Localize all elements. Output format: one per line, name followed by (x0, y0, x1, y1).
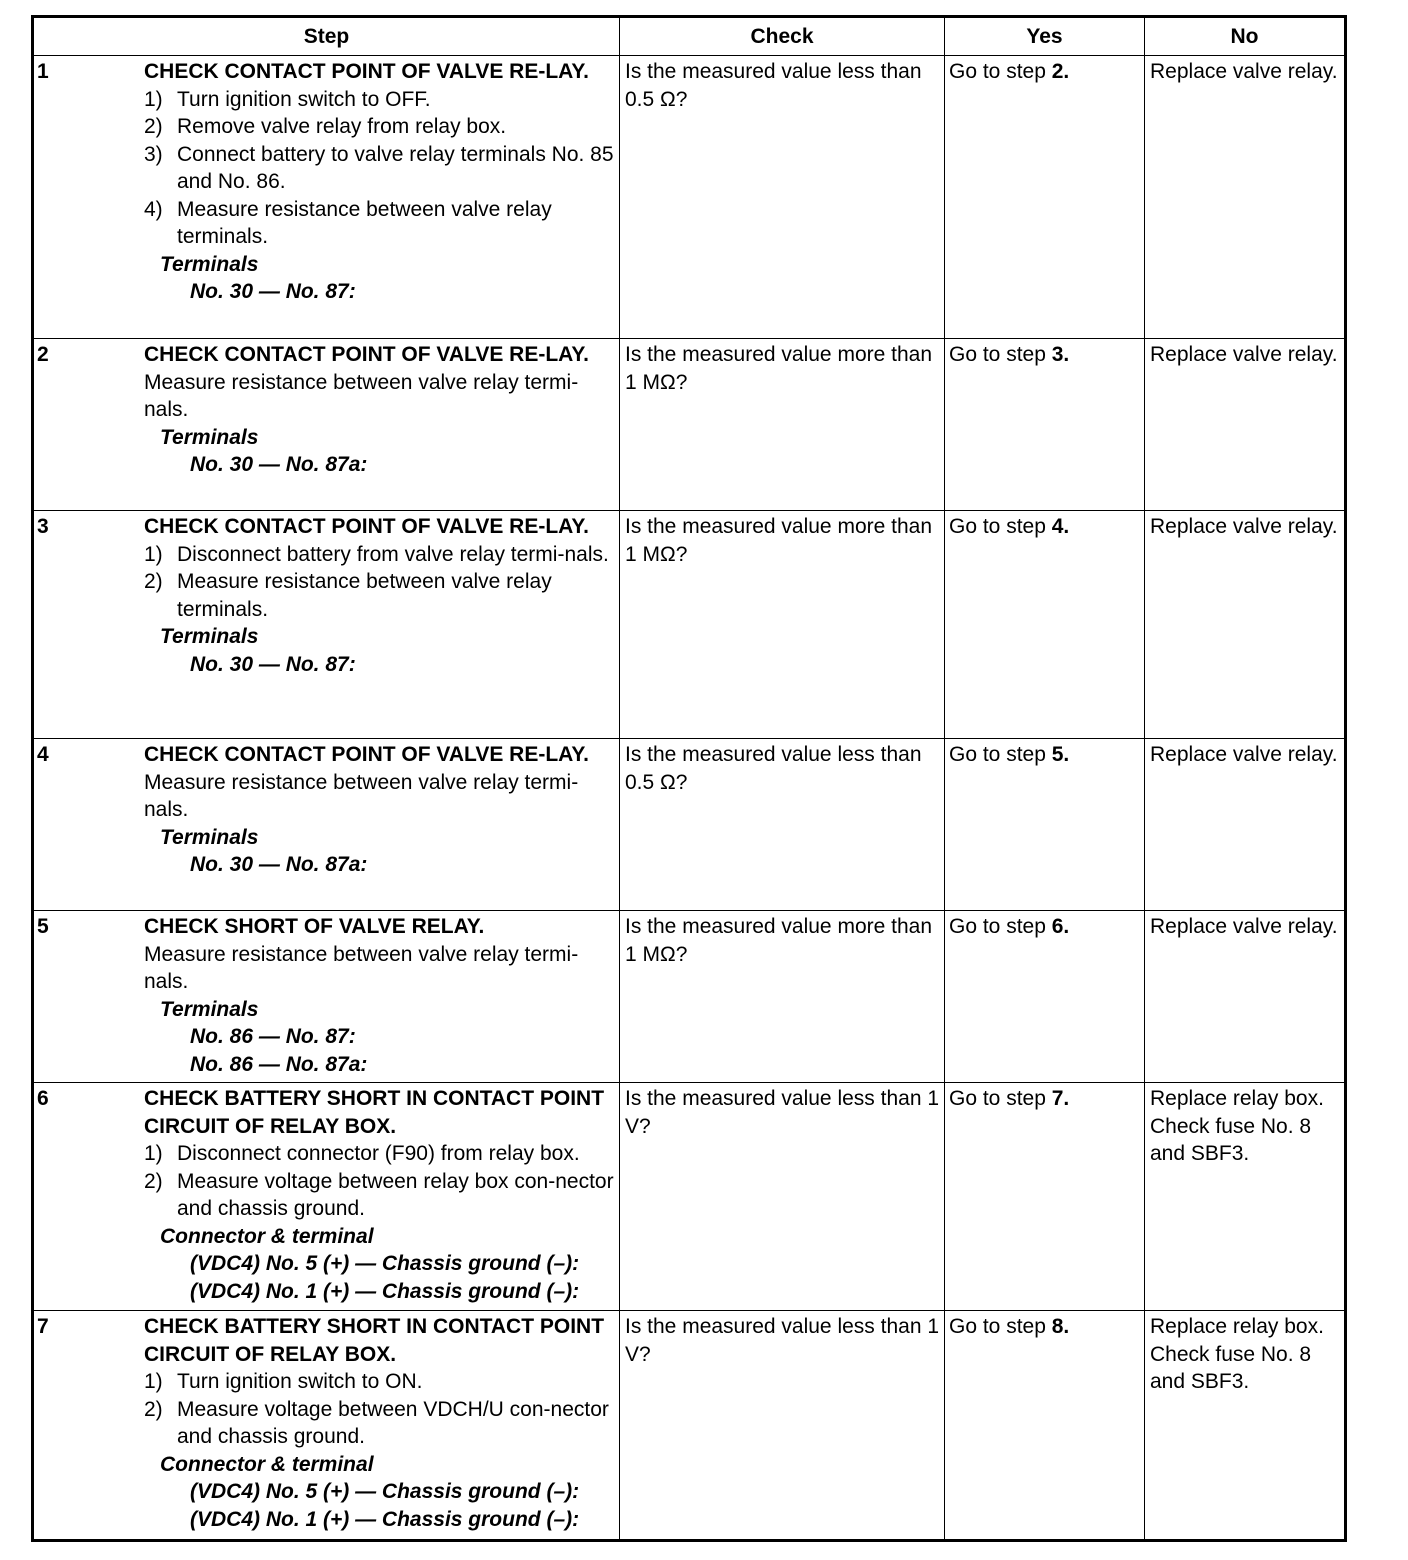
spec-label: Terminals (160, 425, 259, 449)
procedure-item (144, 113, 615, 141)
step-cell (33, 911, 620, 1083)
yes-action: Go to step (949, 343, 1046, 366)
procedure-item-number: 2) (144, 1169, 163, 1193)
no-action: Replace relay box. Check fuse No. 8 and SBF3. (1150, 1087, 1324, 1165)
no-cell (1145, 511, 1346, 739)
procedure-item-number: 1) (144, 1142, 163, 1165)
step-instruction: Measure resistance between valve relay termi-nals. (144, 370, 579, 421)
check-question: Is the measured value less than 1 V? (625, 1315, 940, 1366)
step-title: CHECK CONTACT POINT OF VALVE RE-LAY. (144, 515, 589, 538)
step-number: 5 (37, 915, 49, 938)
measurement-spec: No. 30 — No. 87a: (190, 453, 368, 476)
no-cell (1145, 56, 1346, 339)
spec-label: Connector & terminal (160, 1452, 374, 1476)
measurement-spec: (VDC4) No. 5 (+) — Chassis ground (–): (190, 1480, 580, 1503)
check-question: Is the measured value less than 0.5 Ω? (625, 60, 922, 111)
spec-label: Terminals (160, 625, 259, 648)
yes-cell (945, 339, 1145, 511)
yes-action: Go to step (949, 915, 1046, 938)
step-number: 4 (37, 743, 49, 766)
procedure-item (144, 196, 615, 251)
procedure-item-text: Measure voltage between VDCH/U con-nector and chassis ground. (177, 1397, 609, 1448)
procedure-item-text: Measure voltage between relay box con-nector and chassis ground. (177, 1169, 614, 1220)
procedure-item (144, 1396, 615, 1451)
yes-cell (945, 511, 1145, 739)
step-title: CHECK BATTERY SHORT IN CONTACT POINT CIRCUIT OF RELAY BOX. (144, 1315, 605, 1366)
procedure-item (144, 1368, 615, 1396)
no-cell (1145, 911, 1346, 1083)
check-question: Is the measured value less than 0.5 Ω? (625, 743, 922, 794)
spec-label: Terminals (160, 252, 259, 276)
header-no: No (1145, 17, 1346, 56)
yes-step-ref: 8. (1051, 1315, 1070, 1338)
yes-cell (945, 911, 1145, 1083)
table-row (33, 1311, 1346, 1541)
diagnosis-table (31, 15, 1347, 1542)
check-question: Is the measured value more than 1 MΩ? (625, 915, 933, 966)
yes-action: Go to step (949, 743, 1046, 766)
yes-action: Go to step (949, 60, 1046, 83)
check-cell (620, 1083, 945, 1311)
procedure-item (144, 86, 615, 114)
measurement-spec: (VDC4) No. 1 (+) — Chassis ground (–): (190, 1279, 580, 1303)
yes-action: Go to step (949, 515, 1046, 538)
procedure-item-number: 2) (144, 570, 163, 593)
step-title: CHECK CONTACT POINT OF VALVE RE-LAY. (144, 743, 589, 766)
check-cell (620, 1311, 945, 1541)
measurement-spec: No. 30 — No. 87: (190, 652, 356, 676)
procedure-item (144, 541, 615, 569)
step-number: 6 (37, 1087, 49, 1110)
procedure-item (144, 1168, 615, 1223)
no-action: Replace valve relay. (1150, 743, 1338, 766)
table-row (33, 911, 1346, 1083)
measurement-spec: (VDC4) No. 1 (+) — Chassis ground (–): (190, 1507, 580, 1531)
spec-label: Terminals (160, 997, 259, 1021)
step-cell (33, 1083, 620, 1311)
yes-step-ref: 2. (1051, 60, 1070, 83)
yes-step-ref: 6. (1051, 915, 1070, 938)
step-number: 1 (37, 60, 49, 83)
spec-label: Connector & terminal (160, 1224, 374, 1248)
no-cell (1145, 1311, 1346, 1541)
header-row (33, 17, 1346, 56)
step-title: CHECK SHORT OF VALVE RELAY. (144, 915, 485, 938)
step-cell (33, 1311, 620, 1541)
procedure-item-text: Measure resistance between valve relay terminals. (177, 197, 552, 248)
check-cell (620, 339, 945, 511)
step-title: CHECK CONTACT POINT OF VALVE RE-LAY. (144, 343, 589, 366)
yes-step-ref: 4. (1051, 515, 1070, 538)
procedure-item-text: Turn ignition switch to ON. (177, 1370, 423, 1393)
table-row (33, 511, 1346, 739)
measurement-spec: No. 86 — No. 87: (190, 1025, 356, 1048)
yes-cell (945, 56, 1145, 339)
check-question: Is the measured value less than 1 V? (625, 1087, 940, 1138)
step-cell (33, 511, 620, 739)
step-instruction: Measure resistance between valve relay termi-nals. (144, 942, 579, 993)
procedure-item-text: Connect battery to valve relay terminals No. 85 and No. 86. (177, 142, 614, 193)
table-row (33, 1083, 1346, 1311)
yes-step-ref: 7. (1051, 1087, 1070, 1110)
measurement-spec: (VDC4) No. 5 (+) — Chassis ground (–): (190, 1252, 580, 1275)
yes-step-ref: 5. (1051, 743, 1070, 766)
step-cell (33, 339, 620, 511)
header-check: Check (620, 17, 945, 56)
procedure-item-number: 2) (144, 1397, 163, 1421)
procedure-item-text: Turn ignition switch to OFF. (177, 87, 431, 111)
step-cell (33, 56, 620, 339)
yes-cell (945, 1083, 1145, 1311)
procedure-item-number: 1) (144, 1370, 163, 1393)
check-question: Is the measured value more than 1 MΩ? (625, 515, 933, 566)
check-cell (620, 511, 945, 739)
header-yes: Yes (945, 17, 1145, 56)
procedure-item-text: Measure resistance between valve relay terminals. (177, 570, 552, 621)
no-action: Replace valve relay. (1150, 915, 1338, 938)
step-number: 2 (37, 343, 49, 366)
check-cell (620, 911, 945, 1083)
step-number: 7 (37, 1315, 49, 1338)
yes-step-ref: 3. (1051, 343, 1070, 366)
yes-cell (945, 1311, 1145, 1541)
table-row (33, 339, 1346, 511)
check-question: Is the measured value more than 1 MΩ? (625, 343, 933, 394)
measurement-spec: No. 30 — No. 87a: (190, 853, 368, 876)
check-cell (620, 56, 945, 339)
no-cell (1145, 1083, 1346, 1311)
no-cell (1145, 339, 1346, 511)
no-action: Replace valve relay. (1150, 343, 1338, 366)
procedure-item (144, 141, 615, 196)
procedure-item-number: 3) (144, 142, 163, 166)
procedure-item-number: 1) (144, 542, 163, 566)
no-action: Replace valve relay. (1150, 515, 1338, 538)
no-action: Replace valve relay. (1150, 60, 1338, 83)
yes-action: Go to step (949, 1087, 1046, 1110)
check-cell (620, 739, 945, 911)
step-instruction: Measure resistance between valve relay termi-nals. (144, 770, 579, 821)
yes-cell (945, 739, 1145, 911)
procedure-item-text: Disconnect battery from valve relay termi-nals. (177, 542, 609, 566)
table-row (33, 739, 1346, 911)
no-cell (1145, 739, 1346, 911)
procedure-item-text: Disconnect connector (F90) from relay box. (177, 1142, 580, 1165)
measurement-spec: No. 86 — No. 87a: (190, 1052, 368, 1076)
procedure-item-text: Remove valve relay from relay box. (177, 115, 507, 138)
procedure-item-number: 1) (144, 87, 163, 111)
procedure-item (144, 568, 615, 623)
step-title: CHECK CONTACT POINT OF VALVE RE-LAY. (144, 60, 589, 83)
step-number: 3 (37, 515, 49, 538)
spec-label: Terminals (160, 825, 259, 849)
measurement-spec: No. 30 — No. 87: (190, 280, 356, 303)
yes-action: Go to step (949, 1315, 1046, 1338)
table-row (33, 56, 1346, 339)
step-cell (33, 739, 620, 911)
no-action: Replace relay box. Check fuse No. 8 and SBF3. (1150, 1315, 1324, 1393)
header-step: Step (33, 17, 620, 56)
step-title: CHECK BATTERY SHORT IN CONTACT POINT CIRCUIT OF RELAY BOX. (144, 1087, 605, 1138)
procedure-item-number: 2) (144, 115, 163, 138)
procedure-item-number: 4) (144, 197, 163, 221)
procedure-item (144, 1140, 615, 1168)
